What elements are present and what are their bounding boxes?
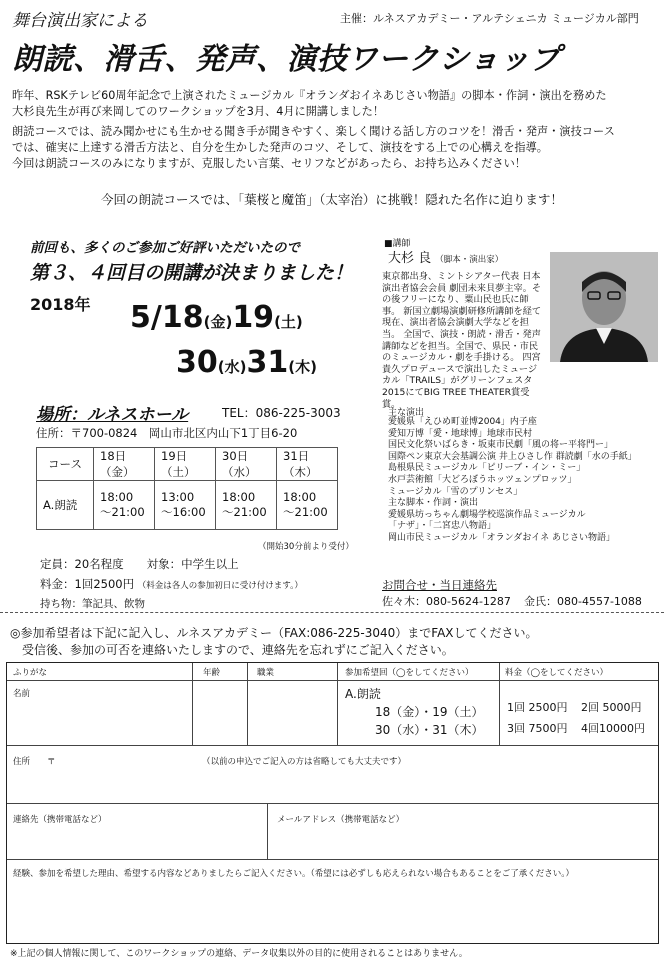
work-item: 国民文化祭いばらき・坂東市民劇「風の将ー平将門ー」	[388, 440, 614, 451]
furigana-field[interactable]: ふりがな	[13, 668, 48, 678]
cut-line	[0, 612, 664, 613]
venue-label: 場所：ルネスホール	[36, 405, 189, 425]
work-item: ミュージカル「雪のプリンセス」	[388, 486, 523, 497]
fee-option-2[interactable]: 2回 5000円	[581, 701, 642, 714]
form-dates-1[interactable]: 18（金）・19（土）	[375, 705, 484, 719]
schedule-header: 19日 （土）	[155, 448, 216, 481]
application-form	[6, 662, 659, 944]
day-30: (水)	[217, 358, 247, 376]
work-item: 主な脚本・作詞・演出	[388, 498, 479, 509]
announce-line2: 第３、４回目の開講が決まりました！	[30, 262, 354, 284]
day-18: (金)	[203, 313, 233, 331]
fee-select-label: 料金（◯をしてください）	[505, 668, 609, 678]
fee-option-1[interactable]: 1回 2500円	[507, 701, 568, 714]
apply-line2: 受信後、参加の可否を連絡いたしますので、連絡先を忘れずにご記入ください。	[22, 643, 454, 657]
portrait-icon	[550, 252, 658, 362]
name-field[interactable]: 名前	[13, 689, 31, 699]
work-item: 岡山市民ミュージカル「オランダおイネ あじさい物語」	[388, 532, 616, 543]
organizer: 主催：ルネスアカデミー・アルテシェニカ ミュージカル部門	[340, 12, 639, 25]
work-item: 愛媛県坊っちゃん劇場学校巡演作品ミュージカル	[388, 509, 586, 520]
date-18: 5/18	[130, 300, 204, 335]
lecturer-role: ■講師	[384, 239, 411, 249]
experience-field[interactable]: 経験、参加を希望した理由、希望する内容などありましたらご記入ください。（希望には必ずしも応えられない場合もあることをご了承ください。）	[13, 869, 575, 879]
address-field[interactable]: 住所 〒	[13, 757, 56, 767]
dates-row-1	[130, 300, 303, 335]
email-field[interactable]: メールアドレス（携帯電話など）	[277, 815, 405, 825]
schedule-time: 18:00 〜21:00	[94, 481, 155, 530]
work-item: 水戸芸術館「大どろぼうホッツェンプロッツ」	[388, 474, 577, 485]
form-divider	[337, 663, 338, 745]
schedule-header: コース	[37, 448, 94, 481]
intro-line: 今回は朗読コースのみになりますが、克服したい言葉、セリフなどがあったら、お持ち込みください！	[12, 157, 526, 170]
age-field[interactable]: 年齢	[203, 668, 221, 678]
date-30: 30	[176, 345, 218, 380]
contact-sasaki: 佐々木：080-5624-1287	[382, 595, 511, 608]
contact-field[interactable]: 連絡先（携帯電話など）	[13, 815, 107, 825]
work-item: 愛知万博「愛・地球博」地球市民村	[388, 428, 533, 439]
intro-line: 大杉良先生が再び来岡してのワークショップを3月、4月に開講しました！	[12, 105, 385, 118]
subtitle: 舞台演出家による	[12, 11, 148, 31]
year: 2018年	[30, 295, 91, 314]
announce-line1: 前回も、多くのご参加ご好評いただいたので	[30, 240, 300, 256]
belongings: 持ち物：筆記具、飲物	[40, 598, 145, 610]
fee	[40, 576, 303, 592]
form-divider	[267, 803, 268, 859]
dates-row-2	[176, 345, 317, 380]
lecturer-photo	[550, 252, 658, 362]
challenge-text: 今回の朗読コースでは、「葉桜と魔笛」（太宰治）に挑戦！隠れた名作に迫ります！	[101, 192, 563, 207]
job-field[interactable]: 職業	[257, 668, 275, 678]
schedule-time: 18:00 〜21:00	[277, 481, 338, 530]
work-item: 愛媛県「えひめ町並博2004」内子座	[388, 417, 537, 427]
form-divider	[7, 680, 658, 681]
wish-label: 参加希望回（◯をしてください）	[345, 668, 474, 678]
work-item: 島根県民ミュージカル「ピリーブ・イン・ミー」	[388, 463, 586, 474]
form-divider	[7, 745, 658, 746]
day-19: (土)	[274, 313, 303, 331]
lecturer-name: 大杉 良	[388, 251, 432, 266]
work-item: 「ナザ」・「二宮忠八物語」	[388, 521, 497, 532]
schedule-header: 30日 （水）	[216, 448, 277, 481]
date-31: 31	[246, 345, 289, 380]
works-list	[388, 417, 637, 545]
form-dates-2[interactable]: 30（水）・31（木）	[375, 723, 484, 737]
date-19: 19	[232, 300, 275, 335]
schedule-note: （開始30分前より受付）	[258, 542, 354, 552]
lecturer-role-note: （脚本・演出家）	[435, 255, 504, 265]
schedule-course: A.朗読	[37, 481, 94, 530]
fee-option-4[interactable]: 4回10000円	[581, 722, 645, 735]
schedule-table	[36, 447, 338, 530]
form-divider	[7, 803, 658, 804]
intro-line: 昨年、RSKテレビ60周年記念で上演されたミュージカル『オランダおイネあじさい物語』の脚本・作詞・演出を務めた	[12, 89, 607, 102]
fee-note: （料金は各人の参加初日に受け付けます。）	[137, 581, 303, 591]
venue-address: 住所：〒700-0824 岡山市北区内山下1丁目6-20	[36, 426, 298, 440]
schedule-time: 13:00 〜16:00	[155, 481, 216, 530]
fee-text: 料金：1回2500円	[40, 577, 135, 591]
form-divider	[7, 859, 658, 860]
intro-line: 朗読コースでは、読み聞かせにも生かせる聞き手が聞きやすく、楽しく聞ける話し方のコツを！滑舌・発声・演技コース	[12, 125, 615, 138]
form-course: A.朗読	[345, 687, 381, 701]
day-31: (木)	[288, 358, 317, 376]
schedule-header: 18日 （金）	[94, 448, 155, 481]
contact-kin: 金氏：080-4557-1088	[524, 595, 642, 608]
work-item: 国際ペン東京大会基調公演 井上ひさし作 群読劇「水の手紙」	[388, 451, 637, 462]
apply-line1: ◎参加希望者は下記に記入し、ルネスアカデミー（FAX:086-225-3040）までFAXしてください。	[10, 626, 538, 640]
form-divider	[247, 663, 248, 745]
form-divider	[192, 663, 193, 745]
lecturer-bio: 東京都出身、ミントシアター代表 日本演出者協会会員 劇団未来貝夢主宰。その後フリーになり、粟山民也氏に師事。 新国立劇場演劇研修所講師を経て現在、演出者協会演劇大学などを担当。 全国で、演技・朗読・滑舌・発声講師などを担当。全国で、県民・市民のミュージカル・劇を手掛ける。 四宮貴久プロデュースで演出したミュージカル「TRAILS」がグリーンフェスタ2015にてBIG TREE THEATER賞受賞。	[382, 271, 542, 410]
lecturer-name-row	[388, 247, 503, 266]
page-title: 朗読、滑舌、発声、演技ワークショップ	[12, 42, 561, 77]
schedule-time: 18:00 〜21:00	[216, 481, 277, 530]
form-divider	[499, 663, 500, 745]
venue-tel: TEL：086-225-3003	[222, 406, 341, 420]
address-note: （以前の申込でご記入の方は省略しても大丈夫です）	[202, 757, 407, 767]
capacity: 定員：20名程度 対象：中学生以上	[40, 557, 239, 571]
intro-line: では、確実に上達する滑舌方法と、自分を生かした発声のコツ、そして、演技をする上での心構えを指導。	[12, 141, 548, 154]
fee-option-3[interactable]: 3回 7500円	[507, 722, 568, 735]
privacy-note: ※上記の個人情報に関して、このワークショップの連絡、データ収集以外の目的に使用されることはありません。	[10, 949, 468, 959]
contact-label: お問合せ・当日連絡先	[382, 578, 497, 592]
schedule-header: 31日 （木）	[277, 448, 338, 481]
works-title: 主な演出	[388, 408, 425, 418]
